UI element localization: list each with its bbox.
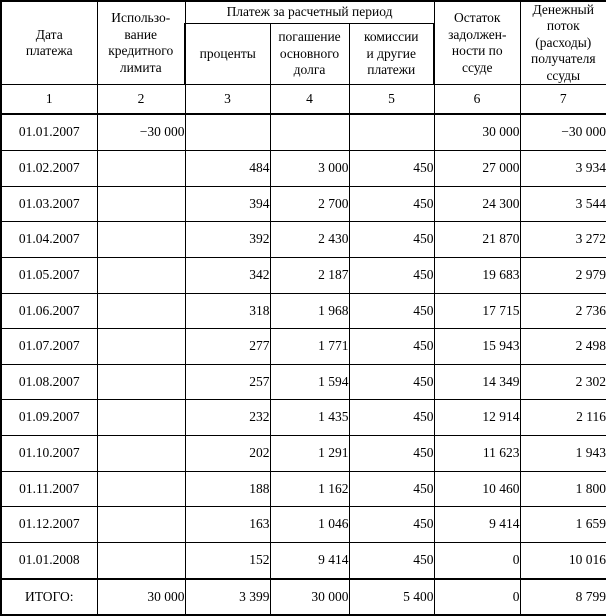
row-fees: 450 — [349, 222, 434, 258]
total-row — [1, 579, 606, 616]
row-cash-flow: 2 979 — [520, 257, 606, 293]
header-cell-cash-flow: Денежный поток (расходы) получателя ссуды — [520, 1, 606, 85]
row-interest: 232 — [185, 400, 270, 436]
row-date: 01.03.2007 — [1, 186, 97, 222]
row-cash-flow: 2 302 — [520, 364, 606, 400]
table-row — [1, 293, 606, 329]
total-loan-balance: 0 — [434, 579, 520, 616]
row-principal: 1 771 — [270, 329, 349, 365]
row-date: 01.09.2007 — [1, 400, 97, 436]
column-number-row — [1, 85, 606, 115]
row-date: 01.12.2007 — [1, 507, 97, 543]
column-number: 4 — [270, 85, 349, 115]
row-principal: 3 000 — [270, 151, 349, 187]
table-row — [1, 222, 606, 258]
header-cell-credit-limit-usage: Использо- вание кредитного лимита — [97, 1, 185, 85]
row-loan-balance: 24 300 — [434, 186, 520, 222]
total-principal: 30 000 — [270, 579, 349, 616]
row-principal: 1 435 — [270, 400, 349, 436]
row-fees: 450 — [349, 436, 434, 472]
row-cash-flow: 1 943 — [520, 436, 606, 472]
header-cell-principal: погашение основного долга — [270, 23, 349, 85]
row-interest: 277 — [185, 329, 270, 365]
row-date: 01.05.2007 — [1, 257, 97, 293]
row-credit-limit-usage — [97, 222, 185, 258]
column-number: 7 — [520, 85, 606, 115]
row-loan-balance: 21 870 — [434, 222, 520, 258]
table-row — [1, 364, 606, 400]
header-row-top — [1, 1, 606, 23]
table-row — [1, 114, 606, 150]
row-cash-flow: −30 000 — [520, 114, 606, 150]
row-principal: 1 162 — [270, 471, 349, 507]
row-fees — [349, 114, 434, 150]
row-interest: 202 — [185, 436, 270, 472]
row-loan-balance: 19 683 — [434, 257, 520, 293]
row-cash-flow: 3 544 — [520, 186, 606, 222]
row-fees: 450 — [349, 257, 434, 293]
row-date: 01.10.2007 — [1, 436, 97, 472]
row-loan-balance: 9 414 — [434, 507, 520, 543]
row-loan-balance: 15 943 — [434, 329, 520, 365]
row-credit-limit-usage — [97, 293, 185, 329]
row-cash-flow: 2 116 — [520, 400, 606, 436]
row-fees: 450 — [349, 542, 434, 578]
row-interest: 257 — [185, 364, 270, 400]
row-fees: 450 — [349, 151, 434, 187]
total-fees: 5 400 — [349, 579, 434, 616]
total-label: ИТОГО: — [1, 579, 97, 616]
table-row — [1, 257, 606, 293]
row-credit-limit-usage — [97, 329, 185, 365]
row-credit-limit-usage — [97, 186, 185, 222]
row-interest: 163 — [185, 507, 270, 543]
row-cash-flow: 10 016 — [520, 542, 606, 578]
total-interest: 3 399 — [185, 579, 270, 616]
row-cash-flow: 2 498 — [520, 329, 606, 365]
row-principal: 1 968 — [270, 293, 349, 329]
row-date: 01.04.2007 — [1, 222, 97, 258]
row-credit-limit-usage: −30 000 — [97, 114, 185, 150]
row-fees: 450 — [349, 400, 434, 436]
table-row — [1, 507, 606, 543]
row-date: 01.01.2008 — [1, 542, 97, 578]
column-number: 2 — [97, 85, 185, 115]
header-cell-date: Дата платежа — [1, 1, 97, 85]
row-principal: 2 700 — [270, 186, 349, 222]
table-row — [1, 542, 606, 578]
row-interest: 392 — [185, 222, 270, 258]
row-loan-balance: 14 349 — [434, 364, 520, 400]
column-number: 1 — [1, 85, 97, 115]
row-interest: 318 — [185, 293, 270, 329]
row-credit-limit-usage — [97, 471, 185, 507]
table-body — [1, 114, 606, 578]
total-cash-flow: 8 799 — [520, 579, 606, 616]
row-interest: 152 — [185, 542, 270, 578]
row-cash-flow: 1 659 — [520, 507, 606, 543]
table-row — [1, 400, 606, 436]
table-row — [1, 436, 606, 472]
row-loan-balance: 12 914 — [434, 400, 520, 436]
row-credit-limit-usage — [97, 400, 185, 436]
header-cell-payment-group: Платеж за расчетный период — [185, 1, 434, 23]
row-principal: 1 291 — [270, 436, 349, 472]
row-fees: 450 — [349, 471, 434, 507]
row-interest: 484 — [185, 151, 270, 187]
row-credit-limit-usage — [97, 151, 185, 187]
row-date: 01.11.2007 — [1, 471, 97, 507]
row-principal: 2 430 — [270, 222, 349, 258]
row-loan-balance: 0 — [434, 542, 520, 578]
row-interest — [185, 114, 270, 150]
row-loan-balance: 11 623 — [434, 436, 520, 472]
row-credit-limit-usage — [97, 257, 185, 293]
row-fees: 450 — [349, 329, 434, 365]
row-cash-flow: 3 272 — [520, 222, 606, 258]
row-date: 01.02.2007 — [1, 151, 97, 187]
row-fees: 450 — [349, 364, 434, 400]
row-date: 01.06.2007 — [1, 293, 97, 329]
row-date: 01.07.2007 — [1, 329, 97, 365]
row-loan-balance: 17 715 — [434, 293, 520, 329]
row-principal — [270, 114, 349, 150]
column-number: 6 — [434, 85, 520, 115]
row-loan-balance: 27 000 — [434, 151, 520, 187]
total-credit-limit-usage: 30 000 — [97, 579, 185, 616]
row-loan-balance: 30 000 — [434, 114, 520, 150]
header-cell-loan-balance: Остаток задолжен- ности по ссуде — [434, 1, 520, 85]
row-principal: 1 594 — [270, 364, 349, 400]
row-credit-limit-usage — [97, 364, 185, 400]
row-date: 01.01.2007 — [1, 114, 97, 150]
row-principal: 1 046 — [270, 507, 349, 543]
column-number: 5 — [349, 85, 434, 115]
row-interest: 394 — [185, 186, 270, 222]
header-cell-interest: проценты — [185, 23, 270, 85]
row-fees: 450 — [349, 293, 434, 329]
row-cash-flow: 1 800 — [520, 471, 606, 507]
row-fees: 450 — [349, 507, 434, 543]
row-credit-limit-usage — [97, 542, 185, 578]
row-credit-limit-usage — [97, 507, 185, 543]
row-interest: 188 — [185, 471, 270, 507]
table-row — [1, 471, 606, 507]
header-cell-fees: комиссии и другие платежи — [349, 23, 434, 85]
row-principal: 9 414 — [270, 542, 349, 578]
table-row — [1, 329, 606, 365]
row-cash-flow: 3 934 — [520, 151, 606, 187]
row-interest: 342 — [185, 257, 270, 293]
row-loan-balance: 10 460 — [434, 471, 520, 507]
column-number: 3 — [185, 85, 270, 115]
row-date: 01.08.2007 — [1, 364, 97, 400]
row-principal: 2 187 — [270, 257, 349, 293]
table-row — [1, 151, 606, 187]
row-fees: 450 — [349, 186, 434, 222]
row-cash-flow: 2 736 — [520, 293, 606, 329]
row-credit-limit-usage — [97, 436, 185, 472]
table-row — [1, 186, 606, 222]
